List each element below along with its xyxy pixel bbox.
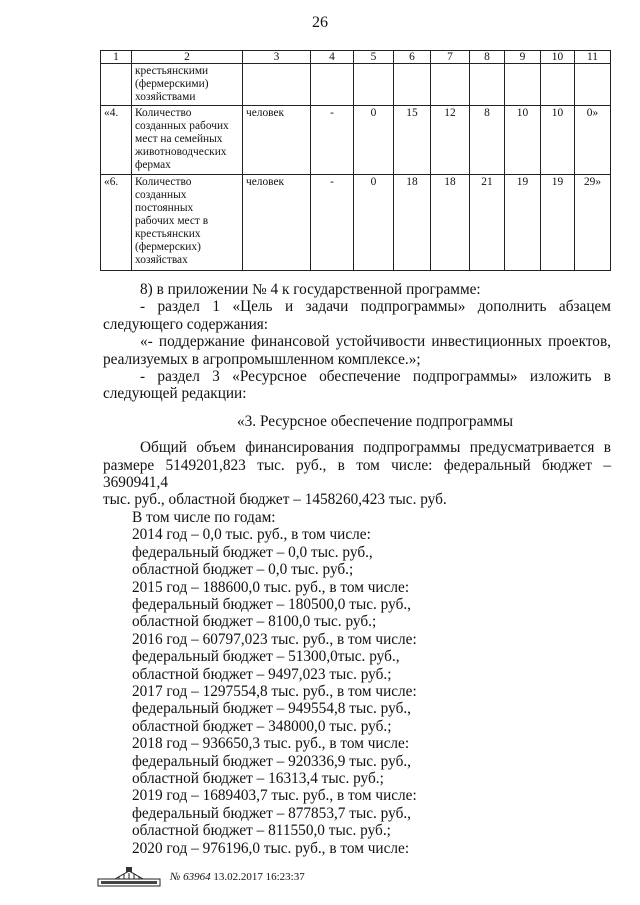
list-item: 2015 год – 188600,0 тыс. руб., в том числе: bbox=[132, 578, 410, 596]
list-item: федеральный бюджет – 920336,9 тыс. руб., bbox=[132, 752, 411, 770]
indicator-name-line: хозяйствами bbox=[135, 91, 196, 103]
list-item: областной бюджет – 348000,0 тыс. руб.; bbox=[132, 717, 392, 735]
paragraph: - раздел 1 «Цель и задачи подпрограммы» дополнить абзацем bbox=[140, 298, 611, 316]
table-cell: 12 bbox=[431, 106, 470, 175]
table-cell bbox=[243, 64, 311, 106]
row-number-cell: «6. bbox=[101, 175, 132, 271]
list-item: 2018 год – 936650,3 тыс. руб., в том числе: bbox=[132, 735, 410, 753]
paragraph: 8) в приложении № 4 к государственной программе: bbox=[140, 281, 481, 298]
row-number-cell bbox=[101, 64, 132, 106]
list-item: федеральный бюджет – 877853,7 тыс. руб., bbox=[132, 804, 411, 822]
table-cell: 10 bbox=[505, 106, 541, 175]
table-cell: - bbox=[311, 175, 354, 271]
list-item: федеральный бюджет – 51300,0тыс. руб., bbox=[132, 648, 400, 666]
table-cell: 10 bbox=[541, 106, 575, 175]
years-list bbox=[132, 509, 611, 857]
indicator-name-line: постоянных bbox=[135, 202, 194, 214]
table-row bbox=[101, 175, 611, 271]
table-cell bbox=[311, 64, 354, 106]
registration-stamp bbox=[170, 871, 305, 883]
list-item: 2017 год – 1297554,8 тыс. руб., в том числе: bbox=[132, 682, 417, 700]
unit-cell: человек bbox=[243, 175, 311, 271]
paragraph-continuation: размере 5149201,823 тыс. руб., в том числе: федеральный бюджет – 3690941,4 bbox=[103, 456, 611, 492]
col-header: 8 bbox=[470, 51, 505, 64]
row-number-cell: «4. bbox=[101, 106, 132, 175]
page-number: 26 bbox=[312, 14, 328, 31]
table-cell bbox=[394, 64, 431, 106]
table-cell: 8 bbox=[470, 106, 505, 175]
indicator-name-line: (фермерскими) bbox=[135, 78, 209, 90]
paragraph-continuation: реализуемых в агропромышленном комплексе.»; bbox=[103, 350, 421, 368]
list-item: областной бюджет – 811550,0 тыс. руб.; bbox=[132, 822, 391, 840]
list-item: 2014 год – 0,0 тыс. руб., в том числе: bbox=[132, 526, 371, 544]
indicator-name-line: фермах bbox=[135, 159, 171, 171]
table-row bbox=[101, 64, 611, 106]
table-cell bbox=[470, 64, 505, 106]
document-body bbox=[103, 281, 611, 857]
list-item: федеральный бюджет – 949554,8 тыс. руб., bbox=[132, 700, 411, 718]
registration-timestamp: 13.02.2017 16:23:37 bbox=[213, 871, 305, 883]
indicator-name-line: Количество bbox=[135, 176, 192, 188]
list-item: областной бюджет – 9497,023 тыс. руб.; bbox=[132, 665, 392, 683]
col-header: 9 bbox=[505, 51, 541, 64]
col-header: 7 bbox=[431, 51, 470, 64]
indicator-name-line: животноводческих bbox=[135, 146, 227, 158]
table-cell: 0» bbox=[575, 106, 611, 175]
table-cell: 19 bbox=[541, 175, 575, 271]
table-cell: 19 bbox=[505, 175, 541, 271]
list-item: областной бюджет – 8100,0 тыс. руб.; bbox=[132, 613, 377, 631]
table-cell: 15 bbox=[394, 106, 431, 175]
table-cell: 18 bbox=[431, 175, 470, 271]
list-item: 2020 год – 976196,0 тыс. руб., в том числе: bbox=[132, 839, 410, 857]
indicator-name-cell bbox=[132, 106, 243, 175]
table-cell bbox=[575, 64, 611, 106]
indicator-name-line: (фермерских) bbox=[135, 241, 201, 253]
indicator-name-cell bbox=[132, 64, 243, 106]
indicator-name-line: крестьянских bbox=[135, 228, 201, 240]
table-cell bbox=[354, 64, 394, 106]
table-header-row bbox=[101, 51, 611, 64]
indicator-name-line: рабочих мест в bbox=[135, 215, 209, 227]
indicator-name-line: созданных рабочих bbox=[135, 120, 229, 132]
indicator-name-line: Количество bbox=[135, 107, 192, 119]
paragraph-continuation: следующего содержания: bbox=[103, 315, 269, 333]
list-item: областной бюджет – 0,0 тыс. руб.; bbox=[132, 561, 354, 579]
indicator-name-line: созданных bbox=[135, 189, 187, 201]
list-item: федеральный бюджет – 0,0 тыс. руб., bbox=[132, 543, 373, 561]
indicator-name-line: крестьянскими bbox=[135, 65, 209, 77]
table-cell: 29» bbox=[575, 175, 611, 271]
paragraph: Общий объем финансирования подпрограммы предусматривается в bbox=[140, 439, 611, 457]
list-item: В том числе по годам: bbox=[132, 508, 276, 526]
building-stamp-icon bbox=[97, 866, 161, 893]
section-heading: «3. Ресурсное обеспечение подпрограммы bbox=[237, 412, 513, 430]
table-cell bbox=[431, 64, 470, 106]
list-item: 2019 год – 1689403,7 тыс. руб., в том числе: bbox=[132, 787, 417, 805]
indicators-table bbox=[100, 50, 611, 271]
document-number: № 63964 bbox=[170, 871, 211, 883]
indicator-name-line: хозяйствах bbox=[135, 254, 188, 266]
col-header: 2 bbox=[132, 51, 243, 64]
paragraph-continuation: тыс. руб., областной бюджет – 1458260,423 тыс. руб. bbox=[103, 491, 447, 509]
col-header: 11 bbox=[575, 51, 611, 64]
list-item: областной бюджет – 16313,4 тыс. руб.; bbox=[132, 769, 384, 787]
paragraph: - раздел 3 «Ресурсное обеспечение подпрограммы» изложить в bbox=[140, 368, 611, 386]
unit-cell: человек bbox=[243, 106, 311, 175]
list-item: федеральный бюджет – 180500,0 тыс. руб., bbox=[132, 595, 411, 613]
col-header: 4 bbox=[311, 51, 354, 64]
table-cell bbox=[505, 64, 541, 106]
table-cell: 18 bbox=[394, 175, 431, 271]
col-header: 1 bbox=[101, 51, 132, 64]
indicator-name-line: мест на семейных bbox=[135, 133, 223, 145]
col-header: 5 bbox=[354, 51, 394, 64]
table-cell: 0 bbox=[354, 106, 394, 175]
paragraph: «- поддержание финансовой устойчивости инвестиционных проектов, bbox=[140, 333, 611, 351]
indicator-name-cell bbox=[132, 175, 243, 271]
col-header: 3 bbox=[243, 51, 311, 64]
table-cell: 21 bbox=[470, 175, 505, 271]
col-header: 10 bbox=[541, 51, 575, 64]
paragraph-continuation: следующей редакции: bbox=[103, 385, 247, 403]
table-row bbox=[101, 106, 611, 175]
table-cell: - bbox=[311, 106, 354, 175]
col-header: 6 bbox=[394, 51, 431, 64]
table-cell: 0 bbox=[354, 175, 394, 271]
list-item: 2016 год – 60797,023 тыс. руб., в том числе: bbox=[132, 630, 417, 648]
table-cell bbox=[541, 64, 575, 106]
